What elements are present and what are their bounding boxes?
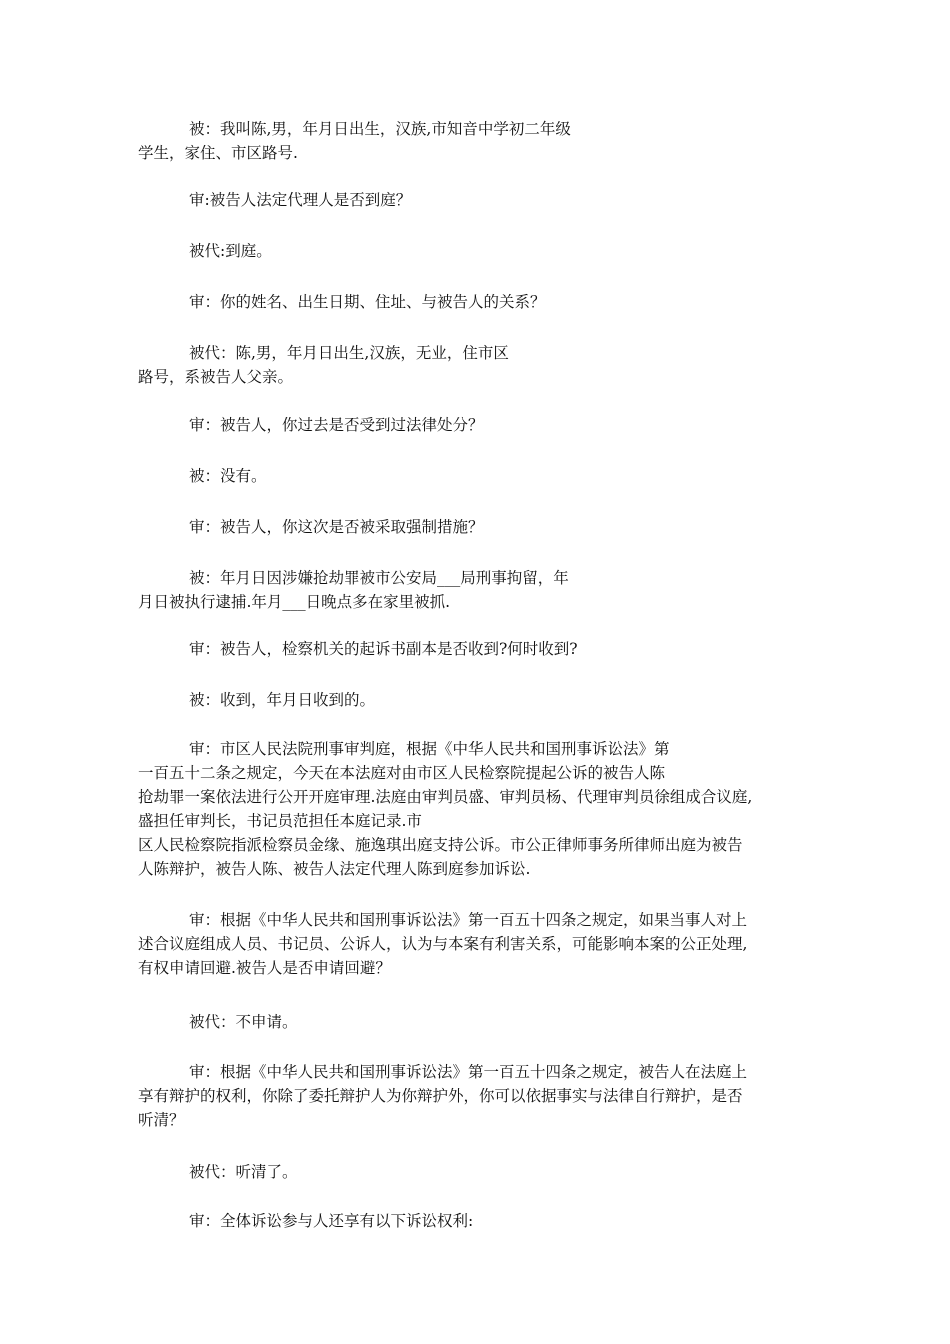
text-line: 审：全体诉讼参与人还享有以下诉讼权利: bbox=[189, 1212, 474, 1230]
paragraph-12 bbox=[138, 737, 828, 881]
paragraph-14 bbox=[138, 1010, 828, 1034]
text-line: 抢劫罪一案依法进行公开开庭审理.法庭由审判员盛、审判员杨、代理审判员徐组成合议庭, bbox=[138, 788, 753, 806]
text-line: 审：被告人，你过去是否受到过法律处分？ bbox=[189, 416, 484, 434]
text-line: 被：我叫陈,男，年月日出生，汉族,市知音中学初二年级 bbox=[189, 120, 571, 138]
paragraph-16 bbox=[138, 1160, 828, 1184]
text-line: 审：根据《中华人民共和国刑事诉讼法》第一百五十四条之规定，被告人在法庭上 bbox=[189, 1063, 748, 1081]
text-line: 审：被告人，你这次是否被采取强制措施？ bbox=[189, 518, 484, 536]
paragraph-3 bbox=[138, 239, 828, 263]
paragraph-2 bbox=[138, 188, 828, 212]
text-line: 有权申请回避.被告人是否申请回避？ bbox=[138, 959, 391, 977]
text-line: 听清？ bbox=[138, 1111, 185, 1129]
text-line: 述合议庭组成人员、书记员、公诉人，认为与本案有利害关系，可能影响本案的公正处理, bbox=[138, 935, 748, 953]
text-line: 路号，系被告人父亲。 bbox=[138, 368, 294, 386]
paragraph-8 bbox=[138, 515, 828, 539]
text-line: 被代：听清了。 bbox=[189, 1163, 298, 1181]
paragraph-15 bbox=[138, 1060, 828, 1132]
text-line: 被代:到庭。 bbox=[189, 242, 272, 260]
text-line: 被：年月日因涉嫌抢劫罪被市公安局___局刑事拘留，年 bbox=[189, 569, 569, 587]
paragraph-11 bbox=[138, 688, 828, 712]
text-line: 月日被执行逮捕.年月___日晚点多在家里被抓. bbox=[138, 593, 451, 611]
text-line: 盛担任审判长，书记员范担任本庭记录.市 bbox=[138, 812, 422, 830]
text-line: 被代：不申请。 bbox=[189, 1013, 298, 1031]
text-line: 审：市区人民法院刑事审判庭，根据《中华人民共和国刑事诉讼法》第 bbox=[189, 740, 670, 758]
paragraph-17 bbox=[138, 1209, 828, 1233]
text-line: 享有辩护的权利，你除了委托辩护人为你辩护外，你可以依据事实与法律自行辩护，是否 bbox=[138, 1087, 743, 1105]
text-line: 被代：陈,男，年月日出生,汉族，无业，住市区 bbox=[189, 344, 509, 362]
paragraph-4 bbox=[138, 290, 828, 314]
text-line: 学生，家住、市区路号. bbox=[138, 144, 298, 162]
text-line: 审：根据《中华人民共和国刑事诉讼法》第一百五十四条之规定，如果当事人对上 bbox=[189, 911, 748, 929]
paragraph-9 bbox=[138, 566, 828, 614]
text-line: 审:被告人法定代理人是否到庭？ bbox=[189, 191, 412, 209]
text-line: 审：被告人，检察机关的起诉书副本是否收到?何时收到? bbox=[189, 640, 578, 658]
paragraph-6 bbox=[138, 413, 828, 437]
paragraph-5 bbox=[138, 341, 828, 389]
text-line: 区人民检察院指派检察员金缘、施逸琪出庭支持公诉。市公正律师事务所律师出庭为被告 bbox=[138, 836, 743, 854]
text-line: 被：收到，年月日收到的。 bbox=[189, 691, 376, 709]
paragraph-13 bbox=[138, 908, 828, 980]
paragraph-10 bbox=[138, 637, 828, 661]
text-line: 人陈辩护，被告人陈、被告人法定代理人陈到庭参加诉讼. bbox=[138, 860, 531, 878]
paragraph-7 bbox=[138, 464, 828, 488]
paragraph-1 bbox=[138, 117, 828, 165]
text-line: 被：没有。 bbox=[189, 467, 267, 485]
text-line: 审：你的姓名、出生日期、住址、与被告人的关系？ bbox=[189, 293, 546, 311]
text-line: 一百五十二条之规定，今天在本法庭对由市区人民检察院提起公诉的被告人陈 bbox=[138, 764, 666, 782]
